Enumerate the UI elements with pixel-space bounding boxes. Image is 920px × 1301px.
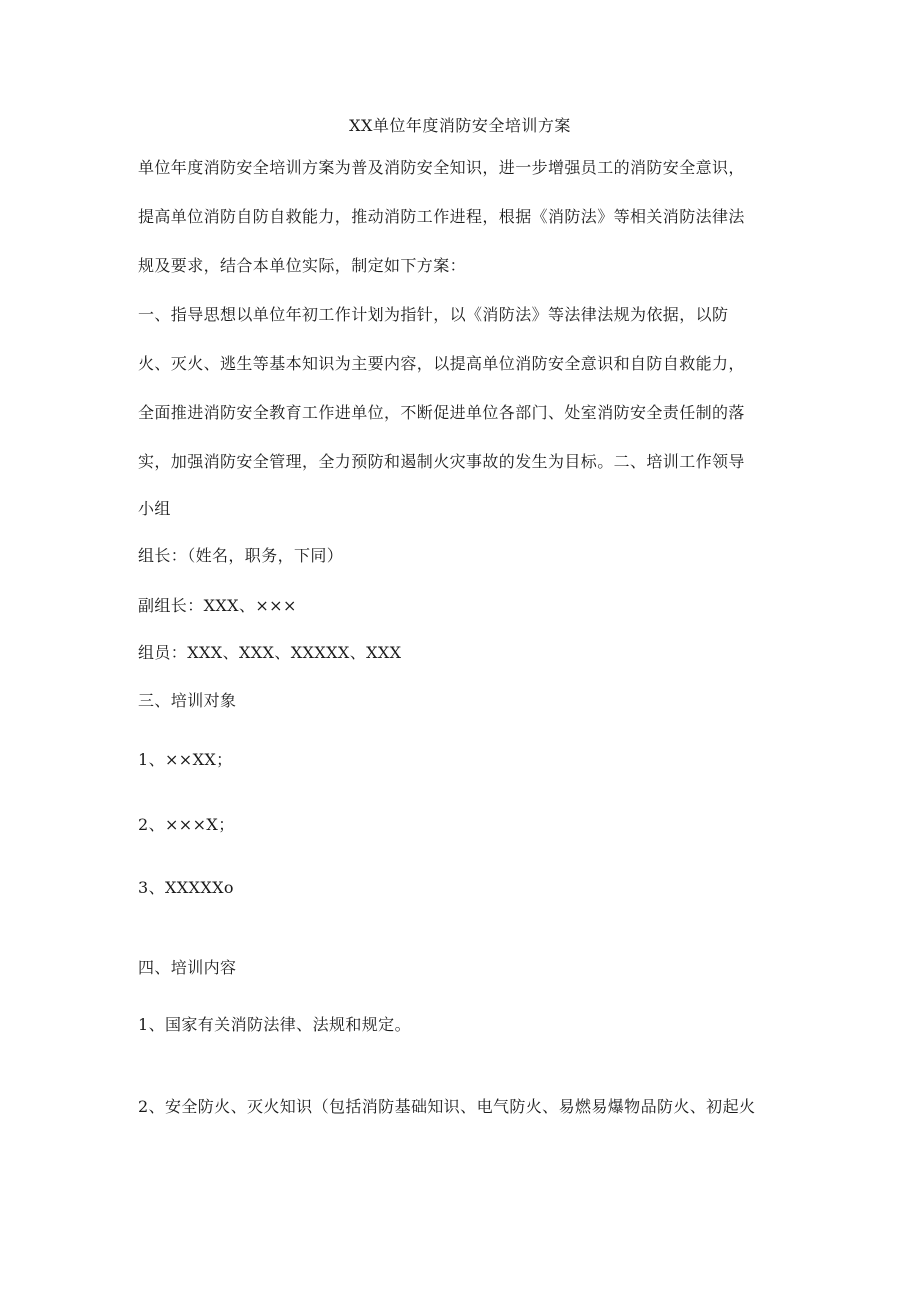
paragraph-line: 实，加强消防安全管理，全力预防和遏制火灾事故的发生为目标。二、培训工作领导 bbox=[138, 452, 745, 471]
list-item: 2、×××X； bbox=[138, 815, 235, 834]
list-item: 1、国家有关消防法律、法规和规定。 bbox=[138, 1015, 411, 1034]
members-line: 组员：XXX、XXX、XXXXX、XXX bbox=[138, 643, 402, 662]
paragraph-line: 全面推进消防安全教育工作进单位，不断促进单位各部门、处室消防安全责任制的落 bbox=[138, 403, 745, 422]
paragraph-line: 提高单位消防自防自救能力，推动消防工作进程，根据《消防法》等相关消防法律法 bbox=[138, 207, 745, 226]
list-item: 3、XXXXXo bbox=[138, 878, 234, 897]
paragraph-line: 规及要求，结合本单位实际，制定如下方案： bbox=[138, 256, 467, 275]
document-title: XX单位年度消防安全培训方案 bbox=[349, 116, 571, 135]
list-item: 1、××XX； bbox=[138, 750, 233, 769]
paragraph-line: 一、指导思想以单位年初工作计划为指针，以《消防法》等法律法规为依据，以防 bbox=[138, 305, 729, 324]
list-item: 2、安全防火、灭火知识（包括消防基础知识、电气防火、易燃易爆物品防火、初起火 bbox=[138, 1097, 756, 1116]
deputy-leader-line: 副组长：XXX、××× bbox=[138, 596, 297, 615]
section-heading: 四、培训内容 bbox=[138, 958, 237, 977]
paragraph-line: 单位年度消防安全培训方案为普及消防安全知识，进一步增强员工的消防安全意识， bbox=[138, 158, 745, 177]
leader-line: 组长：（姓名，职务，下同） bbox=[138, 546, 344, 565]
paragraph-line: 火、灭火、逃生等基本知识为主要内容，以提高单位消防安全意识和自防自救能力， bbox=[138, 354, 745, 373]
paragraph-line: 小组 bbox=[138, 499, 171, 518]
section-heading: 三、培训对象 bbox=[138, 691, 237, 710]
